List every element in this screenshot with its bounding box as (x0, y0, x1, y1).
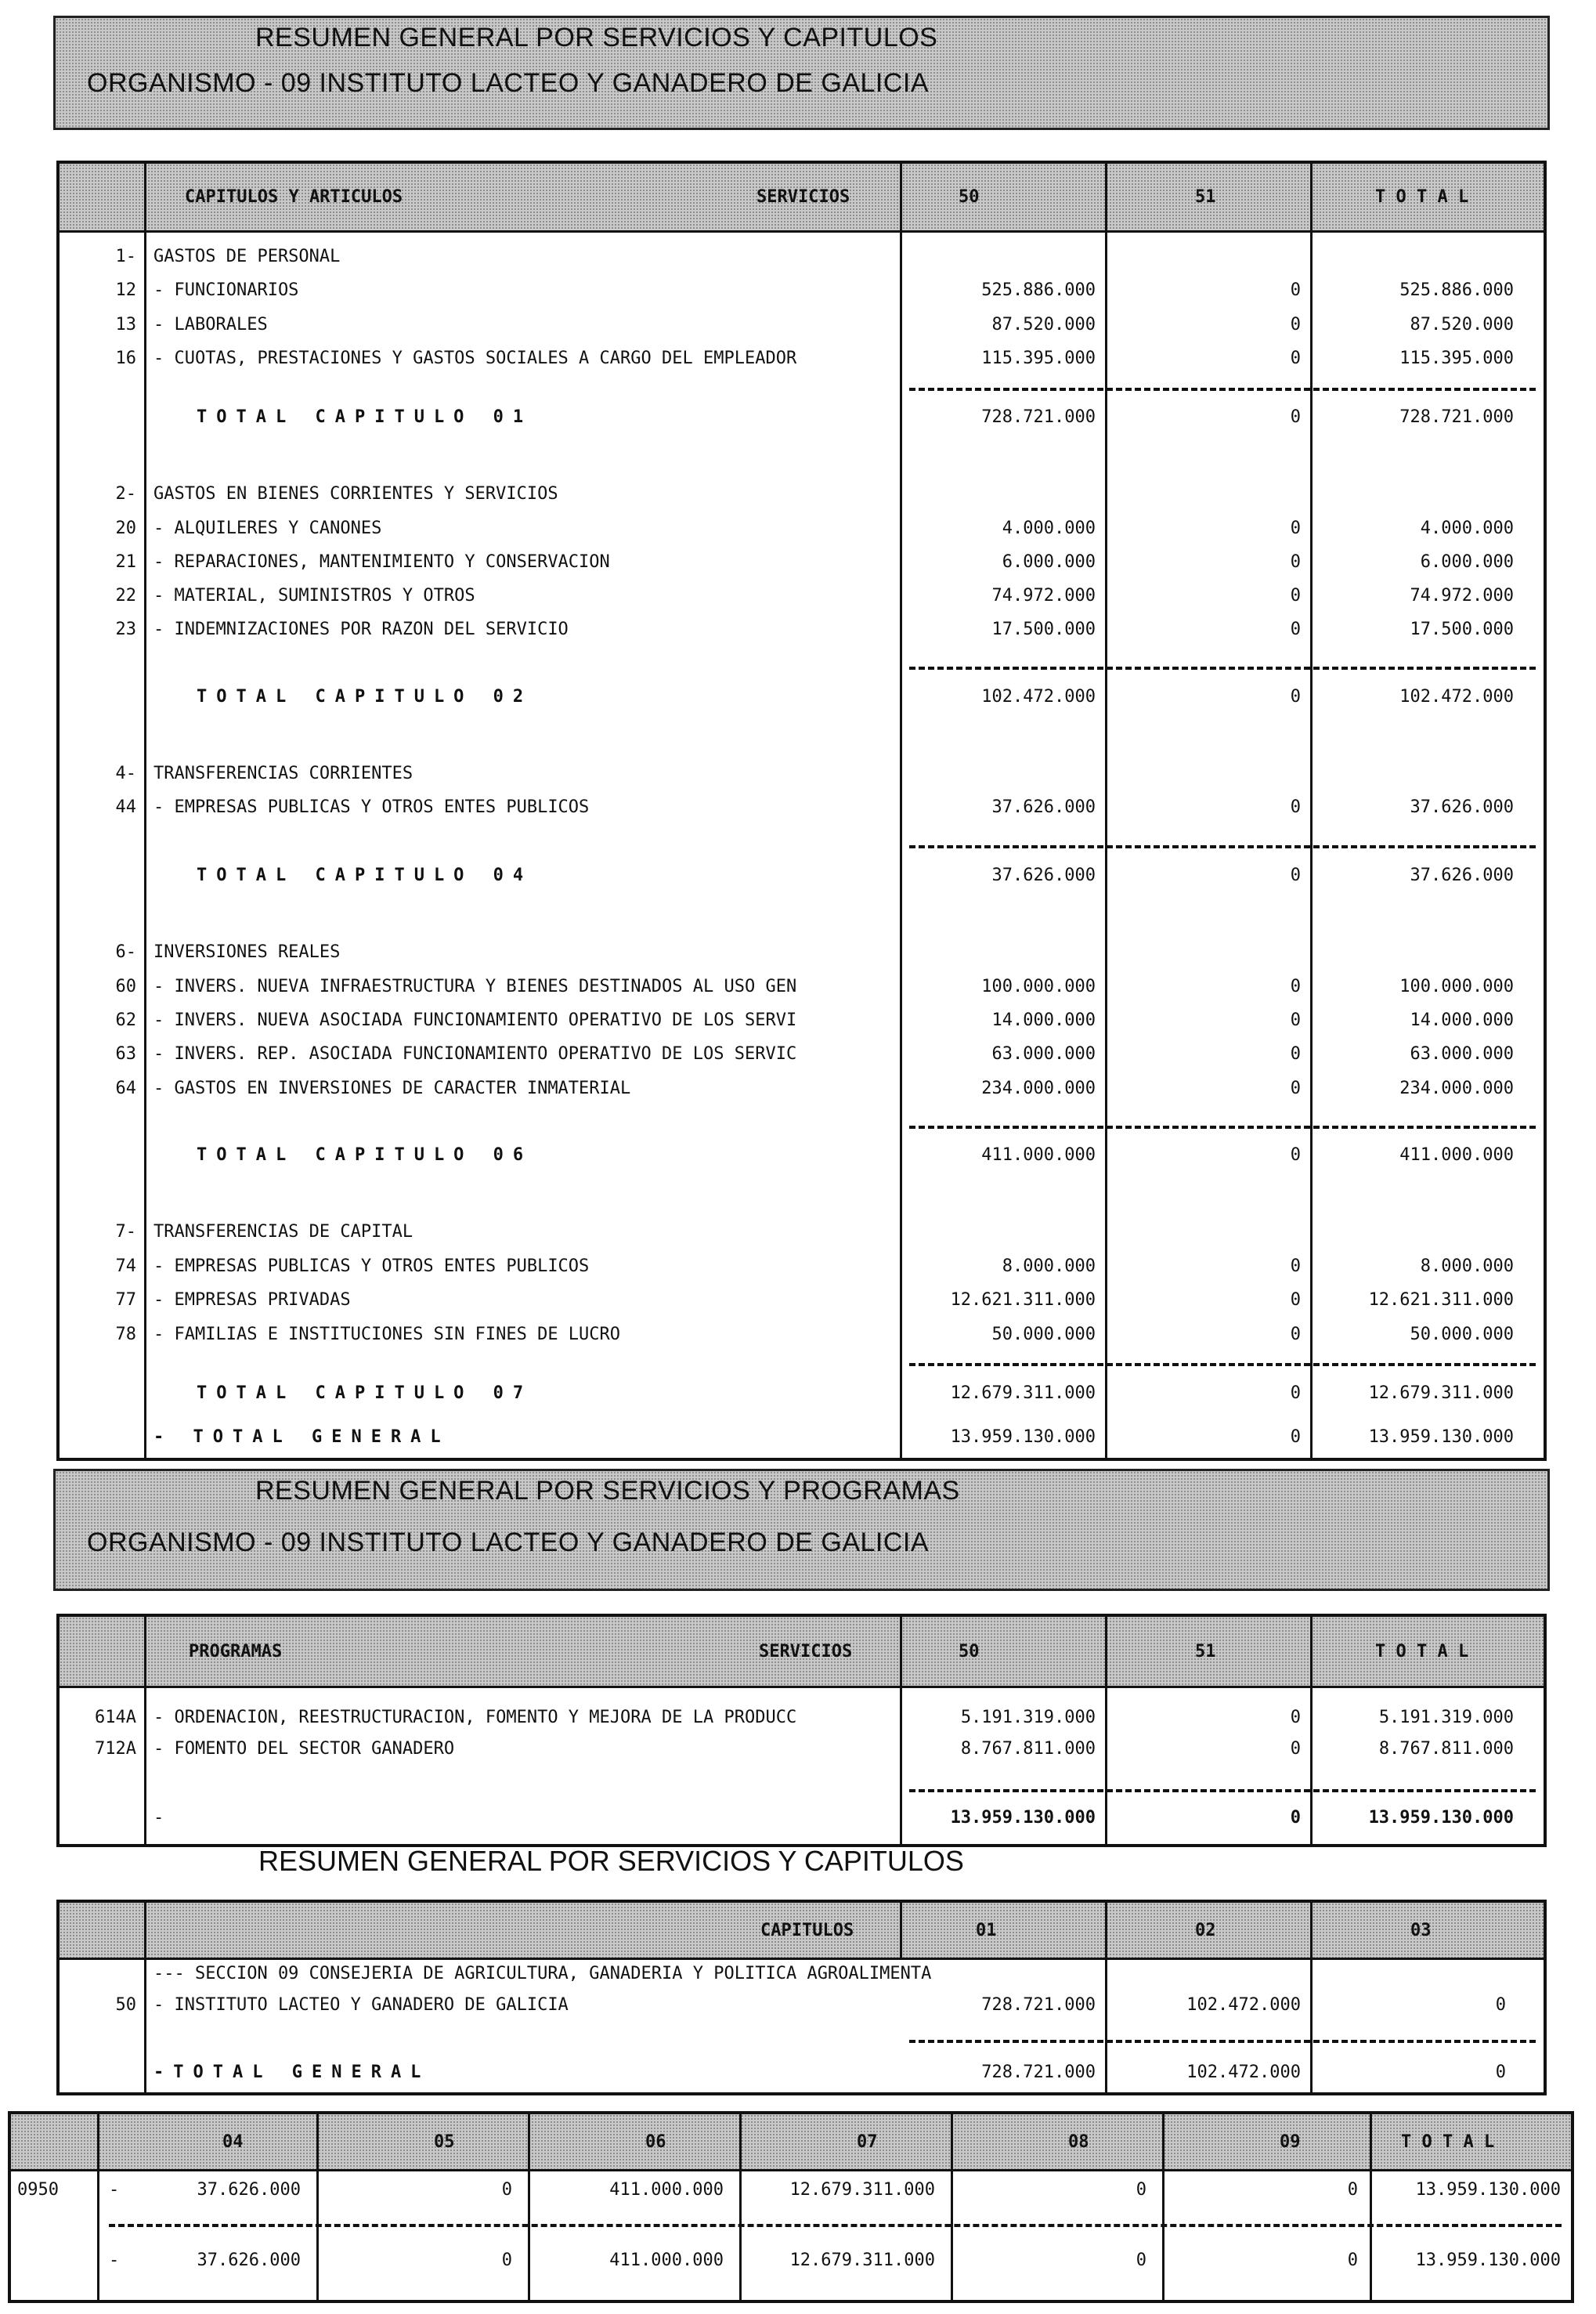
cell-50: 728.721.000 (981, 407, 1096, 427)
cell-50: 87.520.000 (991, 315, 1096, 334)
cell-03: 0 (1495, 2063, 1506, 2082)
cell-total: 13.959.130.000 (1368, 1427, 1514, 1447)
row-code: 20 (115, 519, 136, 538)
banner-title: RESUMEN GENERAL POR SERVICIOS Y PROGRAMAS (255, 1476, 960, 1506)
header-col-04: 04 (222, 2131, 244, 2152)
total-row (11, 2246, 1571, 2277)
header-servicios: SERVICIOS (759, 1641, 853, 1661)
cell-50: 12.679.311.000 (950, 1383, 1096, 1403)
table-row (60, 793, 1544, 824)
table-row (60, 242, 1544, 273)
row-code: 22 (115, 586, 136, 606)
cell-total: 234.000.000 (1399, 1079, 1514, 1098)
header-col-09: 09 (1280, 2131, 1301, 2152)
header-capitulos: CAPITULOS (760, 1920, 854, 1940)
row-label: - REPARACIONES, MANTENIMIENTO Y CONSERVACION (153, 552, 610, 572)
cell-50: 525.886.000 (981, 280, 1096, 300)
table-row (60, 1734, 1544, 1766)
cell-50: 63.000.000 (991, 1044, 1096, 1064)
cell-total: 4.000.000 (1420, 519, 1514, 538)
table-header (60, 1903, 1544, 1960)
header-col-05: 05 (434, 2131, 455, 2152)
cell-04: 37.626.000 (197, 2251, 301, 2270)
cell-51: 0 (1290, 1739, 1301, 1759)
table-row (60, 548, 1544, 579)
table-row (60, 615, 1544, 646)
cell-50: 8.767.811.000 (960, 1739, 1096, 1759)
cell-08: 0 (1136, 2180, 1146, 2200)
cell-50: 37.626.000 (991, 797, 1096, 817)
row-label: GASTOS EN BIENES CORRIENTES Y SERVICIOS (153, 484, 558, 504)
table-programas (56, 1614, 1547, 1847)
cell-total: 8.767.811.000 (1378, 1739, 1514, 1759)
table-row (60, 1006, 1544, 1037)
table-row (60, 759, 1544, 790)
cell-total: 411.000.000 (1399, 1145, 1514, 1165)
header-banner-programas (53, 1469, 1550, 1591)
cell-06: 411.000.000 (609, 2251, 724, 2270)
cell-50: 14.000.000 (991, 1011, 1096, 1030)
cell-50: 102.472.000 (981, 687, 1096, 707)
cell-total: 13.959.130.000 (1415, 2251, 1561, 2270)
row-code: 7- (115, 1222, 136, 1242)
cell-50: 5.191.319.000 (960, 1708, 1096, 1727)
cell-50: 411.000.000 (981, 1145, 1096, 1165)
cell-51: 0 (1290, 866, 1301, 885)
cell-51: 0 (1290, 1011, 1301, 1030)
row-code: 1- (115, 247, 136, 266)
row-label: - INVERS. NUEVA INFRAESTRUCTURA Y BIENES DESTINADOS AL USO GEN (153, 977, 797, 996)
row-code: 13 (115, 315, 136, 334)
row-label: - ORDENACION, REESTRUCTURACION, FOMENTO Y MEJORA DE LA PRODUCC (153, 1708, 797, 1727)
row-label: - EMPRESAS PRIVADAS (153, 1290, 351, 1310)
dashed-separator (909, 845, 1536, 848)
row-dash: - (109, 2251, 120, 2270)
total-label: TOTAL CAPITULO 01 (197, 407, 533, 427)
cell-50: 74.972.000 (991, 586, 1096, 606)
header-col-51: 51 (1195, 1641, 1216, 1661)
dashed-separator (909, 388, 1536, 391)
cell-50: 37.626.000 (991, 866, 1096, 885)
section-title: RESUMEN GENERAL POR SERVICIOS Y CAPITULOS (258, 1845, 964, 1877)
column-divider (316, 2114, 319, 2300)
total-label: TOTAL CAPITULO 06 (197, 1145, 533, 1165)
total-label: - TOTAL GENERAL (153, 1427, 450, 1447)
row-code: 21 (115, 552, 136, 572)
cell-50: 234.000.000 (981, 1079, 1096, 1098)
table-row (60, 1039, 1544, 1071)
column-divider (739, 2114, 742, 2300)
row-label: - INSTITUTO LACTEO Y GANADERO DE GALICIA (153, 1995, 569, 2015)
cell-total: 12.621.311.000 (1368, 1290, 1514, 1310)
row-code: 614A (95, 1708, 136, 1727)
header-col-06: 06 (645, 2131, 666, 2152)
total-row (60, 682, 1544, 714)
cell-51: 0 (1290, 1079, 1301, 1098)
row-code: 16 (115, 349, 136, 368)
table-row (60, 514, 1544, 545)
cell-total: 50.000.000 (1410, 1325, 1514, 1344)
total-row (60, 2058, 1544, 2089)
dashed-separator (909, 2040, 1536, 2043)
cell-02: 102.472.000 (1186, 1995, 1301, 2015)
total-label: TOTAL CAPITULO 02 (197, 687, 533, 707)
header-col-01: 01 (976, 1920, 997, 1940)
cell-total: 115.395.000 (1399, 349, 1514, 368)
header-col-50: 50 (959, 1641, 980, 1661)
row-code: 712A (95, 1739, 136, 1759)
column-divider (900, 1903, 902, 1958)
header-col-08: 08 (1068, 2131, 1089, 2152)
table-row (60, 1217, 1544, 1249)
section-row (60, 1959, 1544, 1990)
total-row (60, 1379, 1544, 1410)
cell-total: 525.886.000 (1399, 280, 1514, 300)
cell-50: 12.621.311.000 (950, 1290, 1096, 1310)
cell-05: 0 (501, 2180, 512, 2200)
cell-total: 8.000.000 (1420, 1256, 1514, 1276)
row-code: 12 (115, 280, 136, 300)
cell-total: 87.520.000 (1410, 315, 1514, 334)
row-code: 78 (115, 1325, 136, 1344)
total-row (60, 1141, 1544, 1172)
cell-51: 0 (1290, 797, 1301, 817)
row-label: - CUOTAS, PRESTACIONES Y GASTOS SOCIALES A CARGO DEL EMPLEADOR (153, 349, 797, 368)
row-code: 6- (115, 942, 136, 962)
cell-total: 17.500.000 (1410, 620, 1514, 639)
cell-total: 13.959.130.000 (1368, 1808, 1514, 1828)
cell-51: 0 (1290, 1044, 1301, 1064)
header-col-total: T O T A L (1375, 1641, 1469, 1661)
table-header (60, 1617, 1544, 1688)
table-row (60, 344, 1544, 375)
column-divider (951, 2114, 953, 2300)
cell-07: 12.679.311.000 (789, 2251, 935, 2270)
cell-51: 0 (1290, 407, 1301, 427)
cell-06: 411.000.000 (609, 2180, 724, 2200)
row-dash: - (109, 2180, 120, 2200)
table-row (60, 1074, 1544, 1105)
table-row (60, 1703, 1544, 1734)
row-label: - LABORALES (153, 315, 268, 334)
dashed-separator (909, 1789, 1536, 1792)
banner-organismo: ORGANISMO - 09 INSTITUTO LACTEO Y GANADERO DE GALICIA (87, 68, 930, 98)
cell-09: 0 (1347, 2251, 1358, 2270)
header-programas: PROGRAMAS (189, 1641, 283, 1661)
header-col-51: 51 (1195, 187, 1216, 207)
cell-51: 0 (1290, 1427, 1301, 1447)
cell-total: 13.959.130.000 (1415, 2180, 1561, 2200)
cell-07: 12.679.311.000 (789, 2180, 935, 2200)
table-row (11, 2175, 1571, 2207)
table-capitulos-continuation (8, 2111, 1574, 2303)
cell-50: 13.959.130.000 (950, 1808, 1096, 1828)
total-row (60, 1803, 1544, 1835)
cell-total: 63.000.000 (1410, 1044, 1514, 1064)
cell-total: 37.626.000 (1410, 797, 1514, 817)
cell-05: 0 (501, 2251, 512, 2270)
cell-50: 6.000.000 (1002, 552, 1096, 572)
row-label: - ALQUILERES Y CANONES (153, 519, 382, 538)
cell-51: 0 (1290, 1808, 1301, 1828)
row-code: 2- (115, 484, 136, 504)
table-row (60, 479, 1544, 511)
section-label: --- SECCION 09 CONSEJERIA DE AGRICULTURA, GANADERIA Y POLITICA AGROALIMENTA (153, 1964, 932, 1983)
column-divider (97, 2114, 99, 2300)
header-col-50: 50 (959, 187, 980, 207)
cell-51: 0 (1290, 620, 1301, 639)
cell-04: 37.626.000 (197, 2180, 301, 2200)
row-label: INVERSIONES REALES (153, 942, 341, 962)
total-row (60, 861, 1544, 892)
total-label: -TOTAL GENERAL (153, 2063, 431, 2082)
column-divider (1162, 2114, 1165, 2300)
cell-08: 0 (1136, 2251, 1146, 2270)
table-row (60, 276, 1544, 307)
row-code: 4- (115, 764, 136, 783)
cell-total: 6.000.000 (1420, 552, 1514, 572)
row-label: TRANSFERENCIAS DE CAPITAL (153, 1222, 413, 1242)
cell-02: 102.472.000 (1186, 2063, 1301, 2082)
total-label: TOTAL CAPITULO 04 (197, 866, 533, 885)
row-label: - FAMILIAS E INSTITUCIONES SIN FINES DE LUCRO (153, 1325, 621, 1344)
header-col-total: T O T A L (1375, 187, 1469, 207)
dashed-separator (109, 2224, 1562, 2227)
table-row (60, 972, 1544, 1003)
column-divider (528, 2114, 530, 2300)
row-code: 50 (115, 1995, 136, 2015)
cell-51: 0 (1290, 349, 1301, 368)
table-row (60, 581, 1544, 613)
header-capitulos-articulos: CAPITULOS Y ARTICULOS (185, 187, 403, 207)
row-label: GASTOS DE PERSONAL (153, 247, 341, 266)
cell-51: 0 (1290, 280, 1301, 300)
cell-51: 0 (1290, 1145, 1301, 1165)
banner-organismo: ORGANISMO - 09 INSTITUTO LACTEO Y GANADERO DE GALICIA (87, 1528, 930, 1557)
cell-51: 0 (1290, 1290, 1301, 1310)
dashed-separator (909, 1363, 1536, 1366)
row-label: - INVERS. REP. ASOCIADA FUNCIONAMIENTO OPERATIVO DE LOS SERVIC (153, 1044, 797, 1064)
cell-total: 5.191.319.000 (1378, 1708, 1514, 1727)
row-code: 74 (115, 1256, 136, 1276)
total-label: TOTAL CAPITULO 07 (197, 1383, 533, 1403)
table-header (11, 2114, 1571, 2171)
row-label: - GASTOS EN INVERSIONES DE CARACTER INMATERIAL (153, 1079, 631, 1098)
table-row (60, 310, 1544, 342)
row-code: 0950 (17, 2180, 59, 2200)
row-label: - INDEMNIZACIONES POR RAZON DEL SERVICIO (153, 620, 569, 639)
table-row (60, 1990, 1544, 2022)
cell-total: 74.972.000 (1410, 586, 1514, 606)
header-servicios: SERVICIOS (756, 187, 850, 207)
dashed-separator (909, 667, 1536, 670)
cell-50: 13.959.130.000 (950, 1427, 1096, 1447)
cell-03: 0 (1495, 1995, 1506, 2015)
row-label: - MATERIAL, SUMINISTROS Y OTROS (153, 586, 475, 606)
dashed-separator (909, 1126, 1536, 1129)
table-servicios-capitulos (56, 1900, 1547, 2095)
row-label: TRANSFERENCIAS CORRIENTES (153, 764, 413, 783)
cell-09: 0 (1347, 2180, 1358, 2200)
cell-total: 728.721.000 (1399, 407, 1514, 427)
cell-50: 17.500.000 (991, 620, 1096, 639)
row-code: 77 (115, 1290, 136, 1310)
column-divider (1370, 2114, 1372, 2300)
cell-50: 100.000.000 (981, 977, 1096, 996)
cell-50: 8.000.000 (1002, 1256, 1096, 1276)
row-label: - FUNCIONARIOS (153, 280, 299, 300)
cell-01: 728.721.000 (981, 2063, 1096, 2082)
cell-51: 0 (1290, 1708, 1301, 1727)
row-code: 63 (115, 1044, 136, 1064)
row-label: - EMPRESAS PUBLICAS Y OTROS ENTES PUBLICOS (153, 797, 590, 817)
row-label: - FOMENTO DEL SECTOR GANADERO (153, 1739, 455, 1759)
banner-title: RESUMEN GENERAL POR SERVICIOS Y CAPITULOS (255, 23, 938, 52)
header-col-total: T O T A L (1401, 2131, 1495, 2152)
table-row (60, 1285, 1544, 1317)
cell-total: 14.000.000 (1410, 1011, 1514, 1030)
cell-51: 0 (1290, 1383, 1301, 1403)
header-col-03: 03 (1410, 1920, 1432, 1940)
table-row (60, 1252, 1544, 1283)
cell-51: 0 (1290, 586, 1301, 606)
cell-50: 115.395.000 (981, 349, 1096, 368)
row-code: 44 (115, 797, 136, 817)
cell-51: 0 (1290, 977, 1301, 996)
cell-51: 0 (1290, 552, 1301, 572)
row-code: 60 (115, 977, 136, 996)
cell-51: 0 (1290, 315, 1301, 334)
row-label: - EMPRESAS PUBLICAS Y OTROS ENTES PUBLICOS (153, 1256, 590, 1276)
cell-51: 0 (1290, 1325, 1301, 1344)
row-label: - INVERS. NUEVA ASOCIADA FUNCIONAMIENTO OPERATIVO DE LOS SERVI (153, 1011, 797, 1030)
cell-total: 100.000.000 (1399, 977, 1514, 996)
table-row (60, 1320, 1544, 1351)
header-col-02: 02 (1195, 1920, 1216, 1940)
cell-total: 12.679.311.000 (1368, 1383, 1514, 1403)
header-col-07: 07 (857, 2131, 878, 2152)
header-banner-capitulos (53, 16, 1550, 130)
row-code: 64 (115, 1079, 136, 1098)
cell-total: 37.626.000 (1410, 866, 1514, 885)
table-capitulos-articulos (56, 161, 1547, 1461)
total-label: - (153, 1808, 164, 1828)
cell-51: 0 (1290, 519, 1301, 538)
table-header (60, 164, 1544, 233)
cell-51: 0 (1290, 1256, 1301, 1276)
cell-50: 50.000.000 (991, 1325, 1096, 1344)
total-row (60, 403, 1544, 434)
table-row (60, 938, 1544, 969)
cell-50: 4.000.000 (1002, 519, 1096, 538)
row-code: 23 (115, 620, 136, 639)
cell-51: 0 (1290, 687, 1301, 707)
row-code: 62 (115, 1011, 136, 1030)
total-row (60, 1423, 1544, 1454)
cell-total: 102.472.000 (1399, 687, 1514, 707)
cell-01: 728.721.000 (981, 1995, 1096, 2015)
